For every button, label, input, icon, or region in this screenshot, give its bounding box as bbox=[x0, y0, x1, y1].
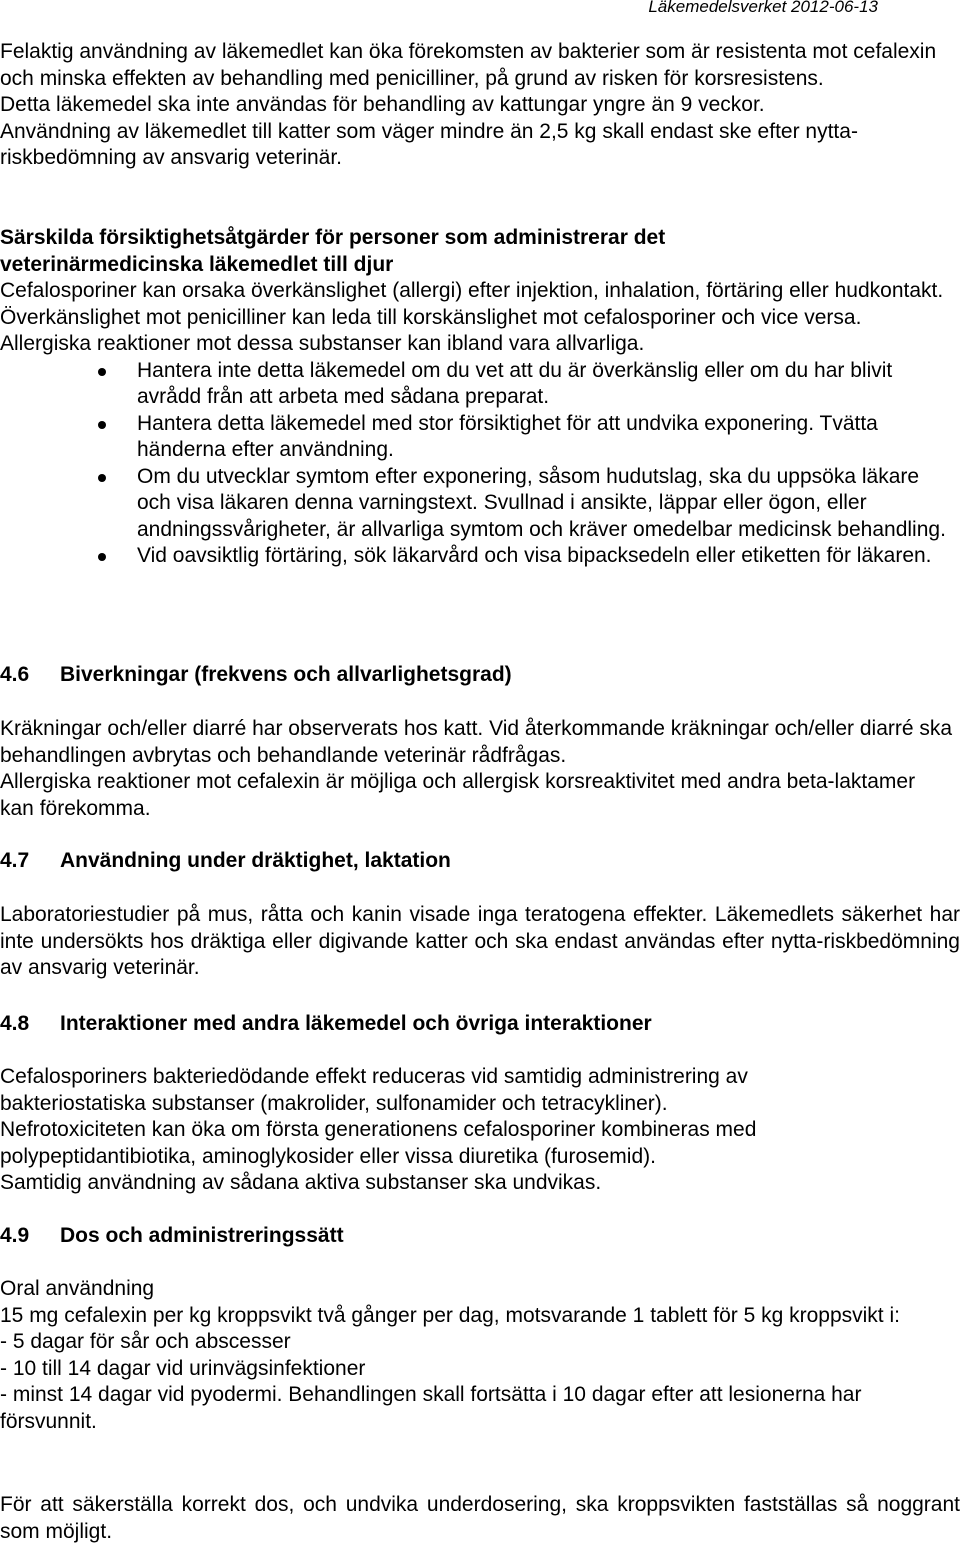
dosage-line: 15 mg cefalexin per kg kroppsvikt två gånger per dag, motsvarande 1 tablett för 5 kg kroppsvikt i: bbox=[0, 1303, 900, 1327]
interaction-paragraph-bacteriostatic: Cefalosporiners bakteriedödande effekt reduceras vid samtidig administrering av bakteriostatiska substanser (makrolider, sulfonamider och tetracykliner). bbox=[0, 1065, 748, 1115]
intro-paragraph-weight: Användning av läkemedlet till katter som väger mindre än 2,5 kg skall endast ske efter nytta-riskbedömning av ansvarig veterinär. bbox=[0, 119, 858, 169]
precautions-section bbox=[0, 225, 960, 570]
precautions-bullet-list bbox=[0, 358, 960, 570]
bullet-item bbox=[0, 543, 960, 570]
bullet-item bbox=[0, 464, 960, 544]
section-title: Dos och administreringssätt bbox=[60, 1224, 344, 1247]
dosage-line: - 5 dagar för sår och abscesser bbox=[0, 1330, 291, 1353]
dosage-line: - minst 14 dagar vid pyodermi. Behandlingen skall fortsätta i 10 dagar efter att lesionerna har försvunnit. bbox=[0, 1383, 862, 1433]
precautions-text: Cefalosporiner kan orsaka överkänslighet (allergi) efter injektion, inhalation, förtäring eller hudkontakt. Överkänslighet mot penicilliner kan leda till korskänslighet mot cefalosporiner och vice versa. Allergiska reaktioner mot dessa substanser kan ibland vara allvarliga. bbox=[0, 279, 944, 355]
intro-paragraph-kittens: Detta läkemedel ska inte användas för behandling av kattungar yngre än 9 veckor. bbox=[0, 93, 765, 116]
intro-section bbox=[0, 39, 960, 172]
bullet-item bbox=[0, 411, 960, 464]
bullet-icon bbox=[98, 553, 106, 561]
section-4-7-body bbox=[0, 902, 960, 982]
dosage-line: Oral användning bbox=[0, 1277, 155, 1300]
interaction-paragraph-avoid: Samtidig användning av sådana aktiva substanser ska undvikas. bbox=[0, 1171, 602, 1194]
dosage-line: - 10 till 14 dagar vid urinvägsinfektioner bbox=[0, 1356, 366, 1380]
section-heading-4-7 bbox=[0, 848, 960, 874]
section-number: 4.6 bbox=[0, 663, 30, 686]
adverse-effects-paragraph: Kräkningar och/eller diarré har observerats hos katt. Vid återkommande kräkningar och/eller diarré ska behandlingen avbrytas och behandlande veterinär rådfrågas. bbox=[0, 717, 953, 767]
dosage-closing-paragraph: För att säkerställa korrekt dos, och undvika underdosering, ska kroppsvikten fastställas så noggrant som möjligt. bbox=[0, 1493, 960, 1543]
interaction-paragraph-nephrotoxicity: Nefrotoxiciteten kan öka om första generationens cefalosporiner kombineras med polypeptidantibiotika, aminoglykosider eller vissa diuretika (furosemid). bbox=[0, 1118, 757, 1168]
bullet-text: Hantera inte detta läkemedel om du vet att du är överkänslig eller om du har blivit avrådd från att arbeta med sådana preparat. bbox=[137, 358, 893, 408]
section-heading-4-6 bbox=[0, 662, 960, 688]
section-number: 4.7 bbox=[0, 849, 30, 872]
section-4-9-closing bbox=[0, 1492, 960, 1545]
section-4-6-body bbox=[0, 716, 960, 822]
section-heading-4-9 bbox=[0, 1223, 960, 1249]
section-4-9-body bbox=[0, 1276, 960, 1435]
section-title: Biverkningar (frekvens och allvarlighetsgrad) bbox=[60, 663, 512, 686]
bullet-item bbox=[0, 358, 960, 411]
section-title: Interaktioner med andra läkemedel och övriga interaktioner bbox=[60, 1012, 652, 1035]
bullet-icon bbox=[98, 474, 106, 482]
section-title: Användning under dräktighet, laktation bbox=[60, 849, 451, 872]
section-number: 4.8 bbox=[0, 1012, 30, 1035]
section-4-8-body bbox=[0, 1064, 960, 1197]
bullet-text: Om du utvecklar symtom efter exponering, såsom hudutslag, ska du uppsöka läkare och visa läkaren denna varningstext. Svullnad i ansikte, läppar eller ögon, eller andningssvårigheter, är allvarliga symtom och kräver omedelbar medicinsk behandling. bbox=[137, 464, 946, 541]
pregnancy-paragraph: Laboratoriestudier på mus, råtta och kanin visade inga teratogena effekter. Läkemedlets säkerhet har inte undersökts hos dräktiga eller digivande katter och ska endast användas efter nytta-riskbedömning av ansvarig veterinär. bbox=[0, 903, 960, 979]
document-header: Läkemedelsverket 2012-06-13 bbox=[648, 0, 878, 16]
precautions-heading: Särskilda försiktighetsåtgärder för personer som administrerar det veterinärmedicinska läkemedlet till djur bbox=[0, 226, 666, 276]
bullet-icon bbox=[98, 368, 106, 376]
bullet-icon bbox=[98, 421, 106, 429]
section-number: 4.9 bbox=[0, 1224, 30, 1247]
bullet-text: Hantera detta läkemedel med stor försiktighet för att undvika exponering. Tvätta händerna efter användning. bbox=[137, 411, 878, 461]
bullet-text: Vid oavsiktlig förtäring, sök läkarvård och visa bipacksedeln eller etiketten för läkaren. bbox=[137, 544, 932, 567]
allergy-paragraph: Allergiska reaktioner mot cefalexin är möjliga och allergisk korsreaktivitet med andra beta-laktamer kan förekomma. bbox=[0, 770, 916, 820]
section-heading-4-8 bbox=[0, 1011, 960, 1037]
intro-paragraph-resistance: Felaktig användning av läkemedlet kan öka förekomsten av bakterier som är resistenta mot cefalexin och minska effekten av behandling med penicilliner, på grund av risken för korsresistens. bbox=[0, 40, 937, 90]
